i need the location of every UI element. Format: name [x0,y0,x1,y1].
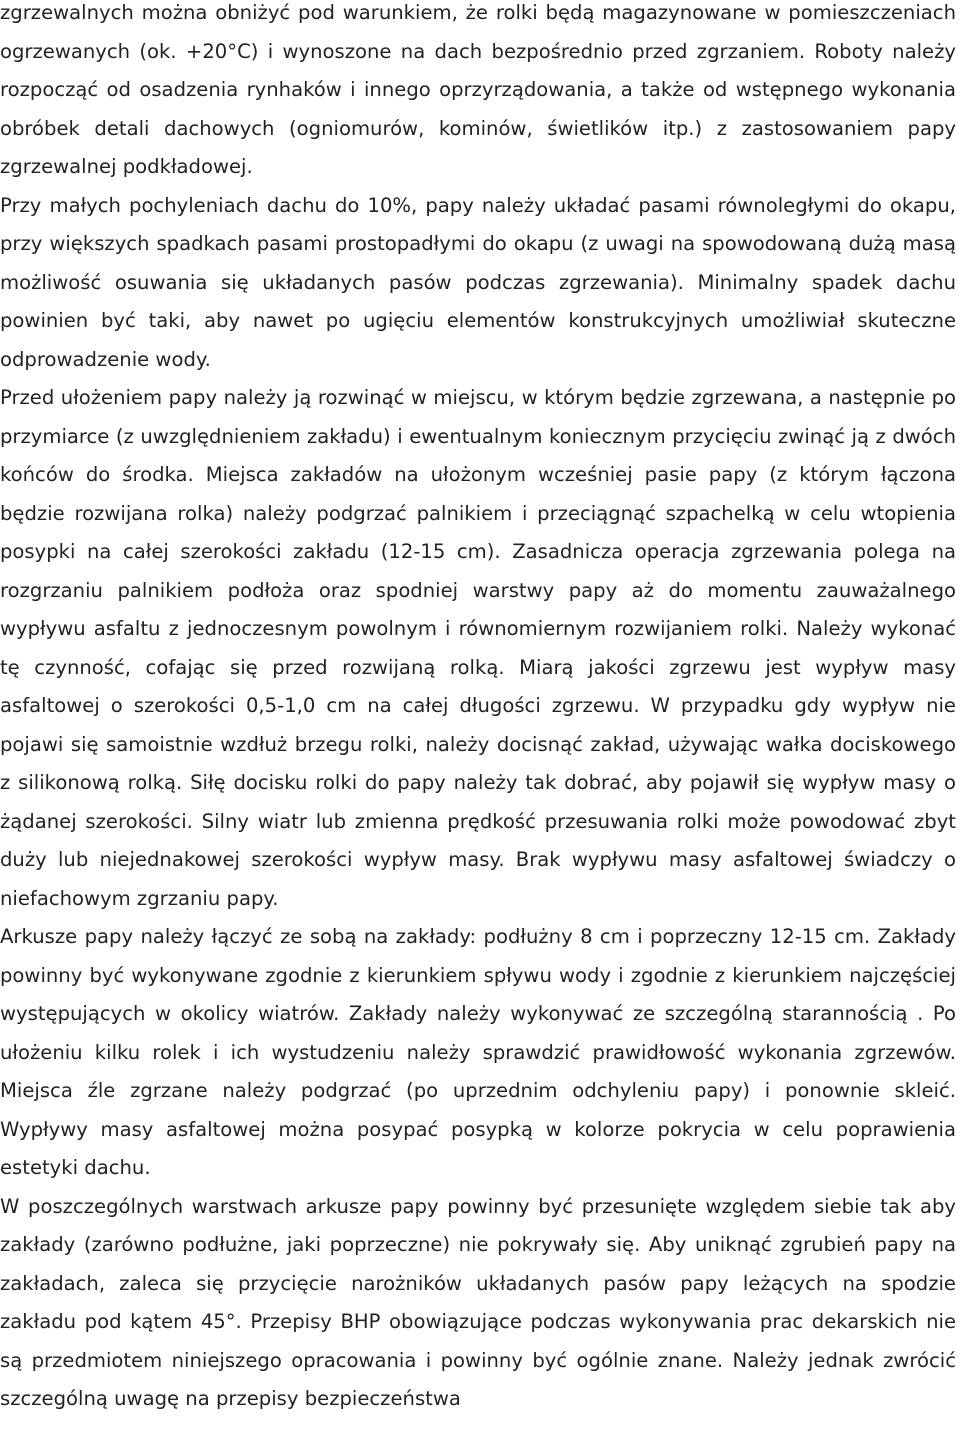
paragraph-2: Przy małych pochyleniach dachu do 10%, papy należy układać pasami równoległymi do okapu, przy większych spadkach pasami prostopadłymi do okapu (z uwagi na spowodowaną dużą masą możliwość osuwania się układanych pasów podczas zgrzewania). Minimalny spadek dachu powinien być taki, aby nawet po ugięciu elementów konstrukcyjnych umożliwiał skuteczne odprowadzenie wody. [0,193,956,371]
paragraph-3: Przed ułożeniem papy należy ją rozwinąć w miejscu, w którym będzie zgrzewana, a następnie po przymiarce (z uwzględnieniem zakładu) i ewentualnym koniecznym przycięciu zwinąć ją z dwóch końców do środka. Miejsca zakładów na ułożonym wcześniej pasie papy (z którym łączona będzie rozwijana rolka) należy podgrzać palnikiem i przeciągnąć szpachelką w celu wtopienia posypki na całej szerokości zakładu (12-15 cm). Zasadnicza operacja zgrzewania polega na rozgrzaniu palnikiem podłoża oraz spodniej warstwy papy aż do momentu zauważalnego wypływu asfaltu z jednoczesnym powolnym i równomiernym rozwijaniem rolki. Należy wykonać tę czynność, cofając się przed rozwijaną rolką. Miarą jakości zgrzewu jest wypływ masy asfaltowej o szerokości 0,5-1,0 cm na całej długości zgrzewu. W przypadku gdy wypływ nie pojawi się samoistnie wzdłuż brzegu rolki, należy docisnąć zakład, używając wałka dociskowego z silikonową rolką. Siłę docisku rolki do papy należy tak dobrać, aby pojawił się wypływ masy o żądanej szerokości. Silny wiatr lub zmienna prędkość przesuwania rolki może powodować zbyt duży lub niejednakowej szerokości wypływ masy. Brak wypływu masy asfaltowej świadczy o niefachowym zgrzaniu papy. [0,386,956,910]
paragraph-1: zgrzewalnych można obniżyć pod warunkiem, że rolki będą magazynowane w pomieszczeniach ogrzewanych (ok. +20°C) i wynoszone na dach bezpośrednio przed zgrzaniem. Roboty należy rozpocząć od osadzenia rynhaków i innego oprzyrządowania, a także od wstępnego wykonania obróbek detali dachowych (ogniomurów, kominów, świetlików itp.) z zastosowaniem papy zgrzewalnej podkładowej. [0,1,956,178]
paragraph-4: Arkusze papy należy łączyć ze sobą na zakłady: podłużny 8 cm i poprzeczny 12-15 cm. Zakłady powinny być wykonywane zgodnie z kierunkiem spływu wody i zgodnie z kierunkiem najczęściej występujących w okolicy wiatrów. Zakłady należy wykonywać ze szczególną starannością . Po ułożeniu kilku rolek i ich wystudzeniu należy sprawdzić prawidłowość wykonania zgrzewów. Miejsca źle zgrzane należy podgrzać (po uprzednim odchyleniu papy) i ponownie skleić. Wypływy masy asfaltowej można posypać posypką w kolorze pokrycia w celu poprawienia estetyki dachu. [0,925,956,1179]
paragraph-5: W poszczególnych warstwach arkusze papy powinny być przesunięte względem siebie tak aby zakłady (zarówno podłużne, jaki poprzeczne) nie pokrywały się. Aby uniknąć zgrubień papy na zakładach, zaleca się przycięcie narożników układanych pasów papy leżących na spodzie zakładu pod kątem 45°. Przepisy BHP obowiązujące podczas wykonywania prac dekarskich nie są przedmiotem niniejszego opracowania i powinny być ogólnie znane. Należy jednak zwrócić szczególną uwagę na przepisy bezpieczeństwa [0,1194,956,1410]
